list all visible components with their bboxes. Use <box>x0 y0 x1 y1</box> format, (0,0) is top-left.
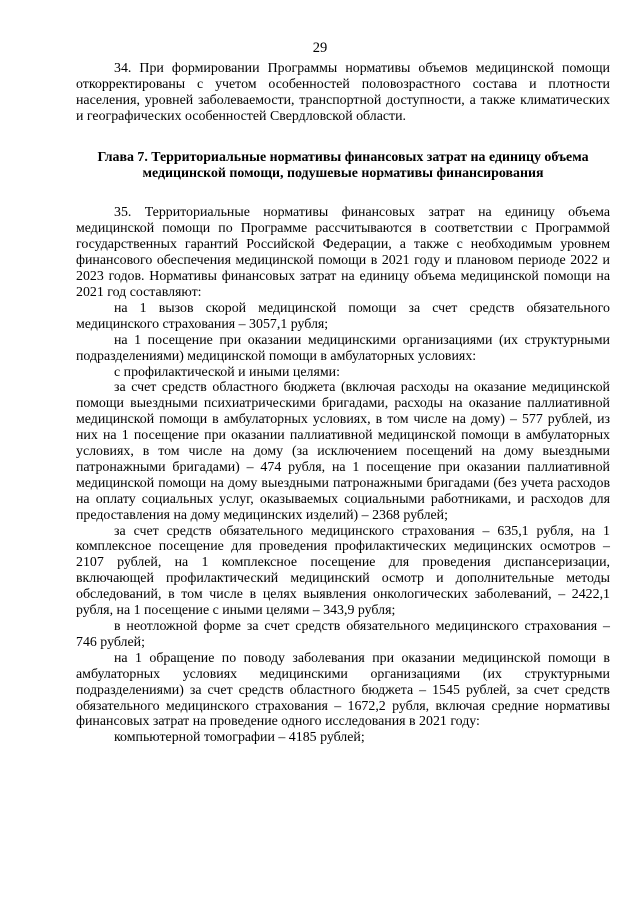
chapter-7-heading: Глава 7. Территориальные нормативы финансовых затрат на единицу объема медицинской помощи, подушевые нормативы финансирования <box>97 149 589 181</box>
page-number: 29 <box>312 40 328 56</box>
document-body <box>76 61 610 746</box>
paragraph-34: 34. При формировании Программы нормативы объемов медицинской помощи откорректированы с учетом особенностей половозрастного состава и плотности населения, уровней заболеваемости, транспортной доступности, а также климатических и географических особенностей Свердловской области. <box>76 61 610 124</box>
paragraph-urgent-care: в неотложной форме за счет средств обязательного медицинского страхования – 746 рублей; <box>76 619 610 650</box>
paragraph-computed-tomography: компьютерной томографии – 4185 рублей; <box>114 730 365 746</box>
paragraph-ambulance-call: на 1 вызов скорой медицинской помощи за счет средств обязательного медицинского страхования – 3057,1 рубля; <box>76 300 610 332</box>
paragraph-outpatient-visit: на 1 посещение при оказании медицинскими организациями (их структурными подразделениями) медицинской помощи в амбулаторных условиях: <box>76 332 610 364</box>
paragraph-disease-treatment: на 1 обращение по поводу заболевания при оказании медицинской помощи в амбулаторных условиях медицинскими организациями (их структурными подразделениями) за счет средств областного бюджета – 1545 рублей, за счет средств обязательного медицинского страхования – 1672,2 рубля, включая средние нормативы финансовых затрат на проведение одного исследования в 2021 году: <box>76 650 610 730</box>
paragraph-preventive-purposes: с профилактической и иными целями: <box>114 364 340 380</box>
paragraph-35: 35. Территориальные нормативы финансовых затрат на единицу объема медицинской помощи по Программе рассчитываются в соответствии с Программой государственных гарантий Российской Федерации, а также с необходимым уровнем финансового обеспечения медицинской помощи в 2021 году и плановом периоде 2022 и 2023 годов. Нормативы финансовых затрат на единицу объема медицинской помощи на 2021 год составляют: <box>76 205 610 300</box>
paragraph-regional-budget: за счет средств областного бюджета (включая расходы на оказание медицинской помощи выездными психиатрическими бригадами, расходы на оказание паллиативной медицинской помощи в амбулаторных условиях, в том числе на дому) – 577 рублей, из них на 1 посещение при оказании паллиативной медицинской помощи в амбулаторных условиях, в том числе на дому (за исключением посещений на дому выездными патронажными бригадами) – 474 рубля, на 1 посещение при оказании паллиативной медицинской помощи на дому выездными патронажными бригадами (без учета расходов на оплату социальных услуг, оказываемых социальными работниками, и расходов для предоставления на дому медицинских изделий) – 2368 рублей; <box>76 380 610 523</box>
paragraph-oms-funding: за счет средств обязательного медицинского страхования – 635,1 рубля, на 1 комплексное посещение для проведения профилактических медицинских осмотров – 2107 рублей, на 1 комплексное посещение для проведения диспансеризации, включающей профилактический медицинский осмотр и дополнительные методы обследований, в том числе в целях выявления онкологических заболеваний, – 2422,1 рубля, на 1 посещение с иными целями – 343,9 рубля; <box>76 523 610 619</box>
